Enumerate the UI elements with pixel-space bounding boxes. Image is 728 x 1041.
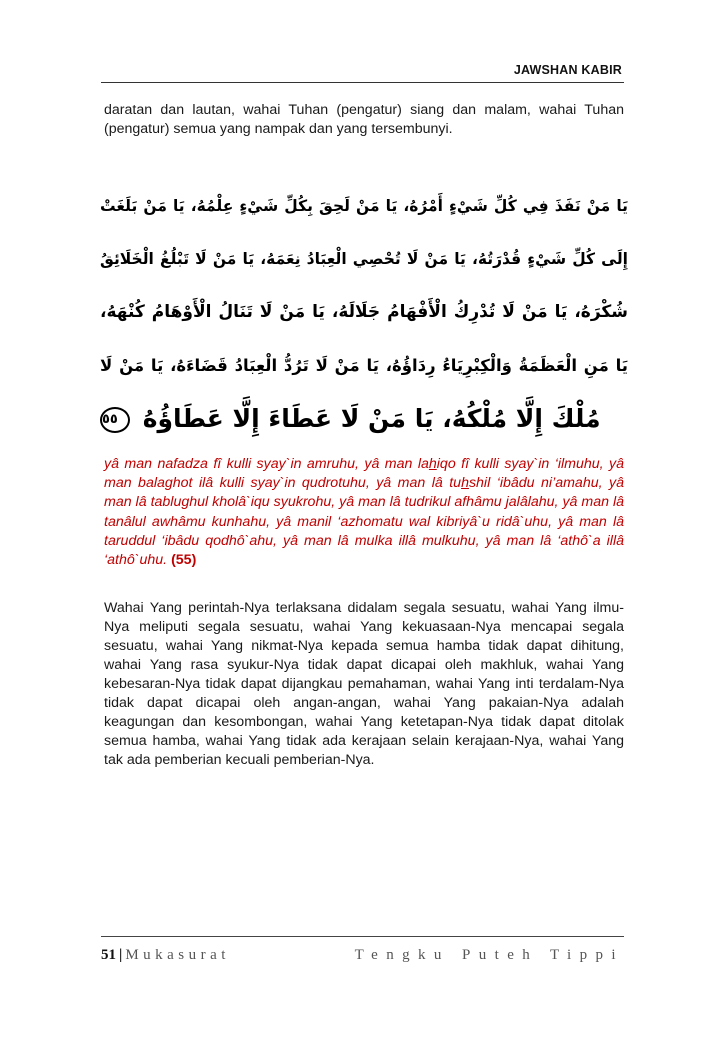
footer-author: Tengku Puteh Tippi bbox=[354, 947, 624, 963]
transliteration-part: yâ man nafadza fî kulli syay`in amruhu, yâ man la bbox=[104, 456, 429, 472]
transliteration-part: iqo fî kulli syay`in ‘ilmuhu, yâ man balaghot ilâ kulli syay`in qudrotuhu, yâ man lâ tu bbox=[104, 456, 625, 492]
arabic-line-text: مُلْكَ إِلَّا مُلْكُهُ، يَا مَنْ لَا عَطَاءَ إِلَّا عَطَاؤُهُ bbox=[142, 404, 601, 433]
running-header-title: JAWSHAN KABIR bbox=[513, 63, 622, 77]
translation-paragraph: Wahai Yang perintah-Nya terlaksana didalam segala sesuatu, wahai Yang ilmu-Nya meliputi segala sesuatu, wahai Yang kekuasaan-Nya mencapai segala sesuatu, wahai Yang nikmat-Nya kepada semua hamba tidak dapat dihitung, wahai Yang rasa syukur-Nya tidak dapat dicapai oleh makhluk, wahai Yang kebesaran-Nya tidak dapat dijangkau pemahaman, wahai Yang inti terdalam-Nya tidak dapat dicapai oleh angan-angan, wahai Yang pakaian-Nya adalah keagungan dan kesombongan, wahai Yang ketetapan-Nya tidak dapat ditolak semua hamba, wahai Yang tidak ada kerajaan selain kerajaan-Nya, wahai Yang tak ada pemberian kecuali pemberian-Nya. bbox=[104, 600, 624, 768]
footer-divider bbox=[101, 936, 624, 937]
arabic-line: يَا مَنِ الْعَظَمَةُ وَالْكِبْرِيَاءُ رِدَاؤُهُ، يَا مَنْ لَا تَرُدُّ الْعِبَادُ قَضَاءَهُ، يَا مَنْ لَا bbox=[100, 356, 628, 375]
arabic-line-last bbox=[100, 392, 628, 445]
page-number: 51 bbox=[101, 947, 116, 963]
footer-label: Mukasurat bbox=[125, 947, 230, 963]
ayah-number-mark: ٥٥ bbox=[100, 407, 130, 433]
transliteration-underlined-letter: h bbox=[461, 475, 469, 492]
footer-separator: | bbox=[119, 947, 123, 963]
intro-paragraph: daratan dan lautan, wahai Tuhan (pengatur) siang dan malam, wahai Tuhan (pengatur) semua yang nampak dan yang tersembunyi. bbox=[104, 102, 624, 137]
arabic-line: إِلَى كُلِّ شَيْءٍ قُدْرَتُهُ، يَا مَنْ لَا تُحْصِي الْعِبَادُ نِعَمَهُ، يَا مَنْ لَا تَبْلُغُ الْخَلَائِقُ bbox=[100, 250, 628, 268]
page-footer bbox=[101, 947, 624, 964]
arabic-line: شُكْرَهُ، يَا مَنْ لَا تُدْرِكُ الْأَفْهَامُ جَلَالَهُ، يَا مَنْ لَا تَنَالُ الْأَوْهَامُ كُنْهَهُ، bbox=[100, 302, 628, 322]
transliteration-underlined-letter: h bbox=[428, 456, 437, 472]
header-divider bbox=[101, 82, 624, 83]
arabic-line: يَا مَنْ نَفَذَ فِي كُلِّ شَيْءٍ أَمْرُهُ، يَا مَنْ لَحِقَ بِكُلِّ شَيْءٍ عِلْمُهُ، يَا مَنْ بَلَغَتْ bbox=[100, 197, 628, 215]
verse-number: (55) bbox=[171, 552, 197, 569]
transliteration-paragraph bbox=[104, 455, 624, 570]
arabic-text-block bbox=[100, 180, 628, 445]
transliteration-part: shil ‘ibâdu ni’amahu, yâ man lâ tablughul kholâ`iqu syukrohu, yâ man lâ tudrikul afhâmu jalâlahu, yâ man lâ tanâlul awhâmu kunhahu, yâ manil ‘azhomatu wal kibriyâ`u ridâ`uhu, yâ man lâ taruddul ‘ibâdu qodhô`ahu, yâ man lâ mulka illâ mulkuhu, yâ man lâ ‘athô`a illâ ‘athô`uhu. bbox=[104, 475, 624, 569]
